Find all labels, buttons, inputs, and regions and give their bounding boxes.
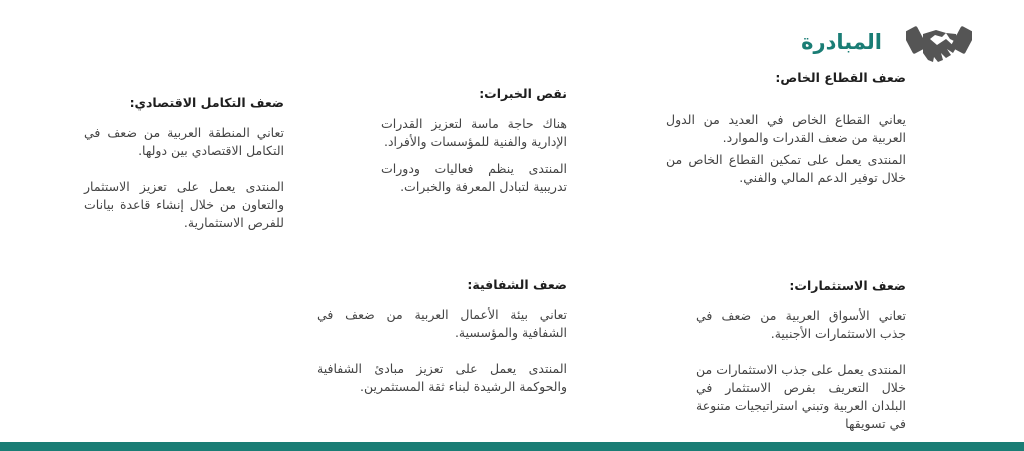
section-heading: ضعف التكامل الاقتصادي: [129,95,284,110]
section-heading: ضعف الشفافية: [467,277,567,292]
section-heading: ضعف الاستثمارات: [789,278,906,293]
section-problem: يعاني القطاع الخاص في العديد من الدول العربية من ضعف القدرات والموارد. [666,112,906,145]
section-solution: المنتدى يعمل على تمكين القطاع الخاص من خلال توفير الدعم المالي والفني. [666,152,906,185]
section-problem: تعاني بيئة الأعمال العربية من ضعف في الشفافية والمؤسسية. [317,307,567,340]
footer-accent-bar [0,442,1024,451]
section-transparency [317,277,567,396]
section-solution: المنتدى ينظم فعاليات ودورات تدريبية لتبادل المعرفة والخبرات. [381,161,567,194]
section-solution: المنتدى يعمل على تعزيز مبادئ الشفافية والحوكمة الرشيدة لبناء ثقة المستثمرين. [317,361,567,394]
section-investments [696,278,906,433]
section-expertise [381,86,567,196]
section-heading: ضعف القطاع الخاص: [775,70,906,85]
handshake-icon [906,22,972,66]
section-economic-integration [84,95,284,232]
section-problem: تعاني المنطقة العربية من ضعف في التكامل الاقتصادي بين دولها. [84,125,284,158]
section-private-sector [666,70,906,187]
page-title: المبادرة [801,30,882,54]
section-heading: نقص الخبرات: [479,86,567,101]
section-solution: المنتدى يعمل على تعزيز الاستثمار والتعاون من خلال إنشاء قاعدة بيانات للفرص الاستثمارية. [84,179,284,230]
section-problem: تعاني الأسواق العربية من ضعف في جذب الاستثمارات الأجنبية. [696,308,906,341]
section-solution: المنتدى يعمل على جذب الاستثمارات من خلال التعريف بفرص الاستثمار في البلدان العربية وتبني استراتيجيات متنوعة في تسويقها [696,362,906,431]
section-problem: هناك حاجة ماسة لتعزيز القدرات الإدارية والفنية للمؤسسات والأفراد. [381,116,567,149]
